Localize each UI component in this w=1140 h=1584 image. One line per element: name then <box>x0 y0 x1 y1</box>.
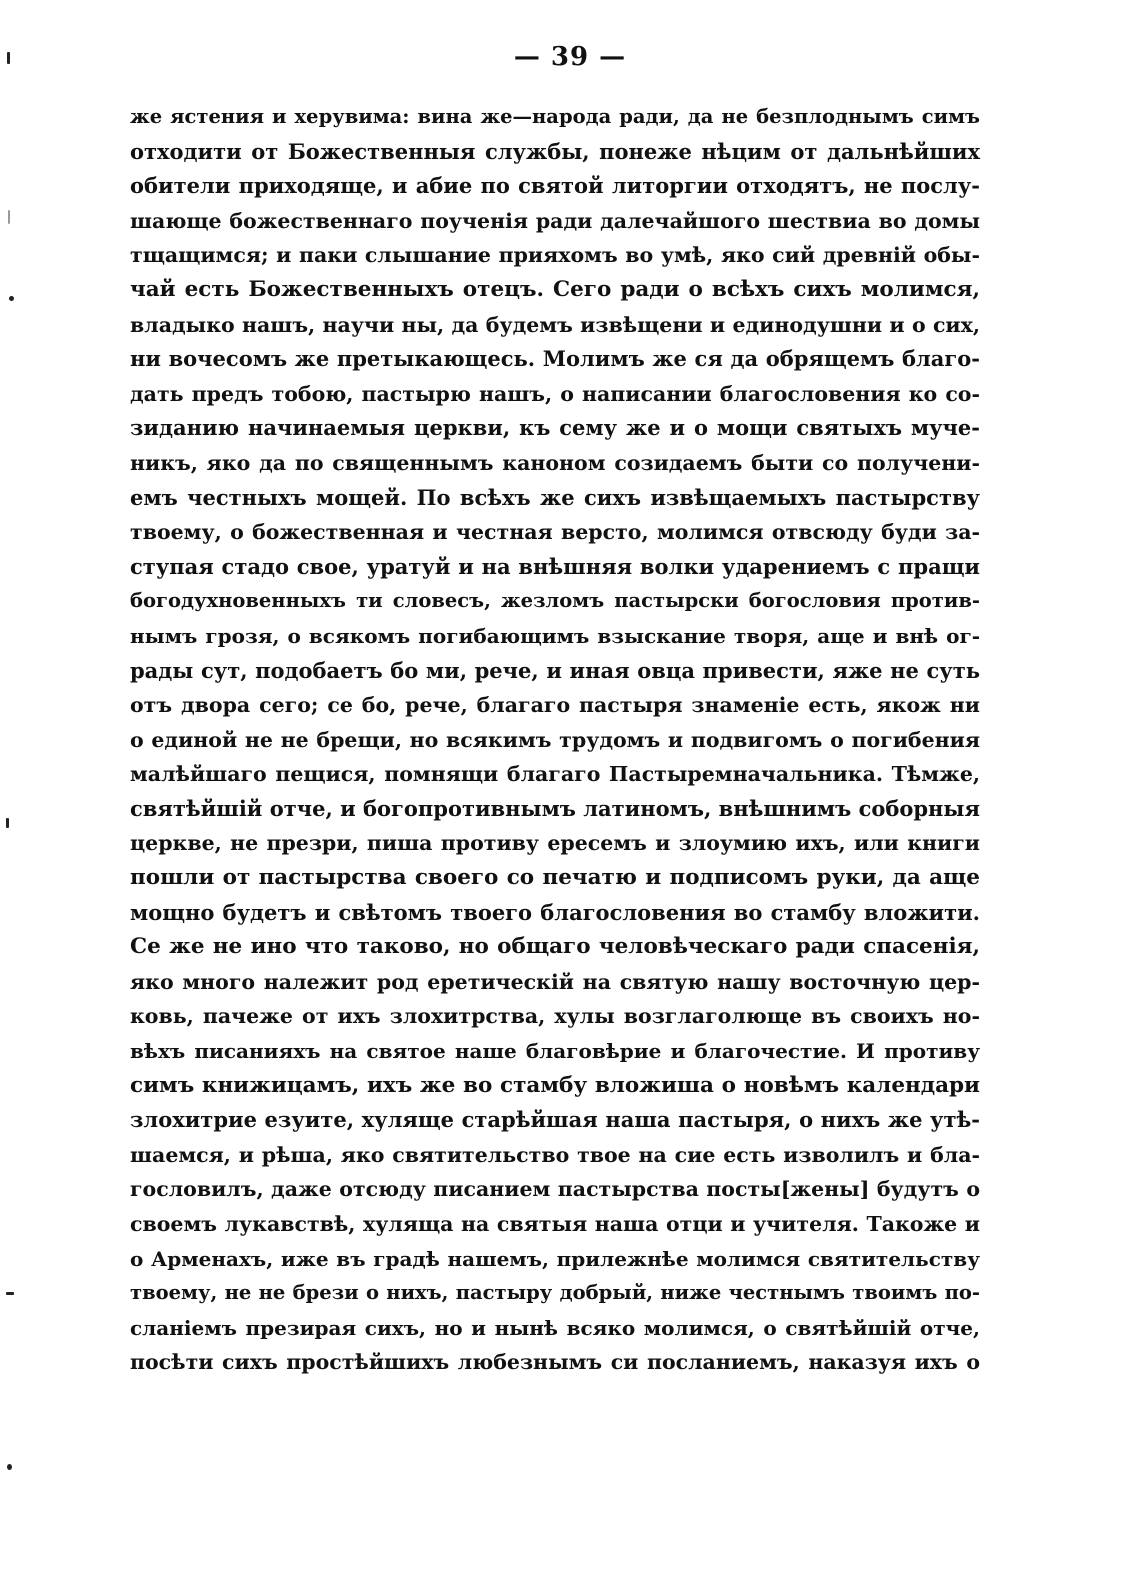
text-line: ковь, пачеже от ихъ злохитрства, хулы возглаголюще въ своихъ но- <box>130 1004 980 1029</box>
text-line: симъ книжицамъ, ихъ же во стамбу вложиша о новѣмъ календари <box>130 1072 980 1098</box>
margin-mark <box>7 1464 12 1470</box>
text-line: твоему, не не брези о нихъ, пастыру добрый, ниже честнымъ твоимъ по- <box>130 1281 980 1305</box>
text-line: нымъ грозя, о всякомъ погибающимъ взыскание творя, аще и внѣ ог- <box>130 623 980 648</box>
page-number: — 39 — <box>513 42 627 72</box>
text-line: никъ, яко да по священнымъ каноном созидаемъ быти со получени- <box>130 450 980 475</box>
text-line: святѣйшій отче, и богопротивнымъ латиномъ, внѣшнимъ соборныя <box>130 795 980 821</box>
text-line: зиданию начинаемыя церкви, къ сему же и о мощи святыхъ муче- <box>130 415 980 441</box>
text-line: яко много належит род еретическій на святую нашу восточную цер- <box>130 969 980 994</box>
text-line: же ястения и херувима: вина же—народа ради, да не безплоднымъ симъ <box>130 105 980 128</box>
text-line: о единой не не брещи, но всякимъ трудомъ и подвигомъ о погибения <box>130 727 980 752</box>
text-line: шающе божественнаго поученія ради далечайшого шествиа во домы <box>130 208 980 233</box>
margin-mark <box>8 210 10 224</box>
text-line: ни вочесомъ же претыкающесь. Молимъ же ся да обрящемъ благо- <box>130 346 980 372</box>
text-line: емъ честныхъ мощей. По всѣхъ же сихъ извѣщаемыхъ пастырству <box>130 484 980 510</box>
text-line: вѣхъ писанияхъ на святое наше благовѣрие и благочестие. И противу <box>130 1039 980 1064</box>
text-line: обители приходяще, и абие по святой литоргии отходятъ, не послу- <box>130 173 980 199</box>
text-line: владыко нашъ, научи ны, да будемъ извѣщени и единодушни и о сих, <box>130 312 980 337</box>
text-line: шаемся, и рѣша, яко святительство твое на сие есть изволилъ и бла- <box>130 1142 980 1167</box>
text-line: посѣти сихъ простѣйшихъ любезнымъ си посланиемъ, наказуя ихъ о <box>130 1350 980 1375</box>
text-line: отъ двора сего; се бо, рече, благаго пастыря знаменіе есть, якож ни <box>130 693 980 718</box>
text-line: о Арменахъ, иже въ градѣ нашемъ, прилежнѣе молимся святительству <box>130 1246 980 1271</box>
text-line: твоему, о божественная и честная версто, молимся отвсюду буди за- <box>130 520 980 545</box>
text-line: тщащимся; и паки слышание прияхомъ во умѣ, яко сий древній обы- <box>130 243 980 268</box>
margin-mark <box>9 296 14 301</box>
text-line: Се же не ино что таково, но общаго человѣческаго ради спасенія, <box>130 934 980 960</box>
text-line: гословилъ, даже отсюду писанием пастырства посты[жены] будутъ о <box>130 1177 980 1202</box>
margin-mark <box>6 1292 14 1295</box>
text-line: рады сут, подобаетъ бо ми, рече, и иная овца привести, яже не суть <box>130 657 980 683</box>
text-line: малѣйшаго пещися, помнящи благаго Пастыремначальника. Тѣмже, <box>130 762 980 787</box>
text-line: богодухновенныхъ ти словесъ, жезломъ пастырски богословия против- <box>130 589 980 613</box>
text-line: отходити от Божественныя службы, понеже нѣцим от дальнѣйших <box>130 138 980 164</box>
text-line: дать предъ тобою, пастырю нашъ, о написании благословения ко со- <box>130 381 980 406</box>
text-line: своемъ лукавствѣ, хуляща на святыя наша отци и учителя. Такоже и <box>130 1212 980 1236</box>
text-line: церкве, не презри, пиша противу ересемъ и злоумию ихъ, или книги <box>130 831 980 856</box>
text-line: чай есть Божественныхъ отецъ. Сего ради о всѣхъ сихъ молимся, <box>130 276 980 302</box>
text-line: сланіемъ презирая сихъ, но и нынѣ всяко молимся, о святѣйшій отче, <box>130 1315 980 1340</box>
body-text <box>130 100 980 1380</box>
margin-mark <box>6 818 9 828</box>
text-line: пошли от пастырства своего со печатю и подписомъ руки, да аще <box>130 865 980 891</box>
text-line: злохитрие езуите, хуляще старѣйшая наша пастыря, о нихъ же утѣ- <box>130 1107 980 1133</box>
text-line: ступая стадо свое, уратуй и на внѣшняя волки ударениемъ с пращи <box>130 553 980 579</box>
text-line: мощно будетъ и свѣтомъ твоего благословения во стамбу вложити. <box>130 899 980 925</box>
